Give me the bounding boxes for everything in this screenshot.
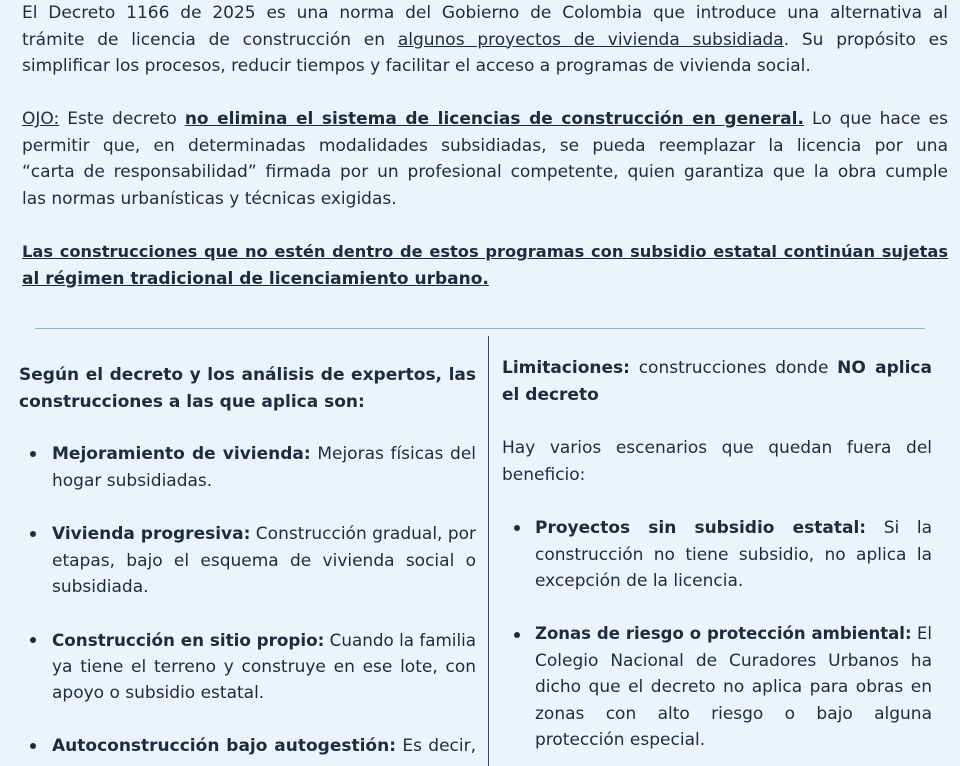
- ojo-emphasis: no elimina el sistema de licencias de construcción en general.: [184, 109, 804, 129]
- ojo-line: “carta de responsabilidad” firmada por un profesional competente, quien garantiza que la obra cumple: [22, 162, 948, 182]
- bullet-icon: [514, 632, 520, 638]
- bullet-icon: [30, 531, 36, 537]
- note-line: al régimen tradicional de licenciamiento urbano.: [22, 268, 489, 289]
- limitation-item-sin-subsidio: Proyectos sin subsidio estatal: Si la construcción no tiene subsidio, no aplica la excepción de la licencia.: [535, 518, 932, 591]
- ojo-line: permitir que, en determinadas modalidades subsidiadas, se pueda reemplazar la licencia por una: [22, 135, 948, 156]
- section-divider: [35, 328, 925, 329]
- intro-paragraph: [22, 0, 948, 80]
- bullet-icon: [30, 743, 36, 749]
- limitation-item-zonas-riesgo: Zonas de riesgo o protección ambiental: El Colegio Nacional de Curadores Urbanos ha dicho que el decreto no aplica para obras en zonas con alto riesgo o bajo alguna protección especial.: [535, 624, 932, 750]
- bullet-icon: [30, 451, 36, 457]
- left-heading: Según el decreto y los análisis de expertos, las construcciones a las que aplica son:: [19, 365, 476, 412]
- bullet-icon: [30, 637, 36, 643]
- intro-line: trámite de licencia de construcción en algunos proyectos de vivienda subsidiada. Su propósito es: [22, 29, 948, 50]
- intro-line: El Decreto 1166 de 2025 es una norma del Gobierno de Colombia que introduce una alternativa al: [22, 3, 948, 23]
- subsidized-projects-link: algunos proyectos de vivienda subsidiada: [397, 29, 784, 50]
- ojo-line: OJO: Este decreto no elimina el sistema de licencias de construcción en general. Lo que hace es: [22, 109, 948, 129]
- bullet-icon: [514, 525, 520, 531]
- right-heading: Limitaciones: construcciones donde NO aplica el decreto: [502, 358, 932, 405]
- intro-line: simplificar los procesos, reducir tiempos y facilitar el acceso a programas de vivienda social.: [22, 56, 811, 76]
- applies-item-autoconstruccion: Autoconstrucción bajo autogestión: Es decir,: [52, 736, 477, 756]
- limitations-intro: Hay varios escenarios que quedan fuera del beneficio:: [502, 438, 932, 485]
- note-line: Las construcciones que no estén dentro de estos programas con subsidio estatal continúan sujetas: [22, 242, 948, 261]
- regime-note: [22, 239, 948, 292]
- applies-item-progresiva: Vivienda progresiva: Construcción gradual, por etapas, bajo el esquema de vivienda social o subsidiada.: [52, 524, 477, 597]
- applies-item-mejoramiento: Mejoramiento de vivienda: Mejoras físicas del hogar subsidiadas.: [52, 444, 476, 491]
- column-divider: [488, 336, 489, 766]
- ojo-label: OJO:: [22, 109, 60, 129]
- ojo-paragraph: [22, 106, 948, 212]
- ojo-line: las normas urbanísticas y técnicas exigidas.: [22, 188, 397, 209]
- applies-item-sitio-propio: Construcción en sitio propio: Cuando la familia ya tiene el terreno y construye en ese lote, con apoyo o subsidio estatal.: [52, 630, 477, 703]
